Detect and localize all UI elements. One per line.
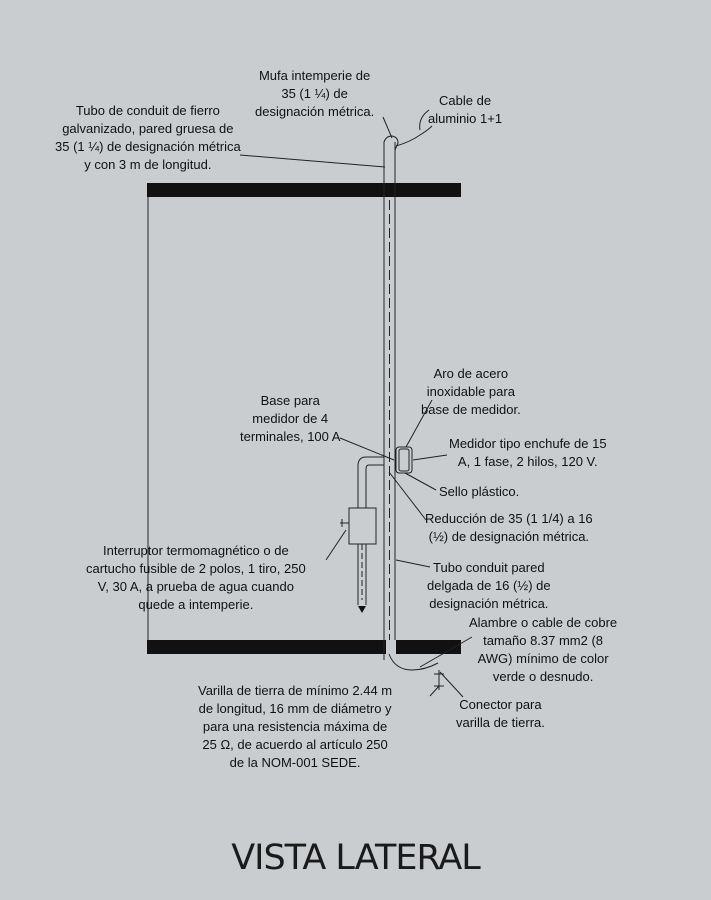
leader-mufa [383, 117, 392, 138]
view-title: VISTA LATERAL [231, 838, 480, 878]
label-cable-line: Cable de [439, 93, 492, 108]
label-tubo-fierro-line: y con 3 m de longitud. [84, 157, 212, 172]
meter-base [396, 447, 412, 473]
label-cable [428, 92, 502, 128]
label-varilla-line: de la NOM-001 SEDE. [229, 755, 361, 770]
label-conector-line: Conector para [459, 697, 542, 712]
label-varilla [198, 682, 392, 772]
label-varilla-line: para una resistencia máxima de [202, 719, 388, 734]
branch-elbow-inner [366, 465, 384, 508]
lower-slab-left [147, 640, 386, 654]
label-medidor-line: A, 1 fase, 2 hilos, 120 V. [457, 454, 598, 469]
label-sello-line: Sello plástico. [439, 484, 520, 499]
label-tubo-delgado-line: delgada de 16 (½) de [427, 578, 551, 593]
label-aro-line: Aro de acero [433, 366, 509, 381]
weatherhead [384, 136, 398, 150]
label-aro-line: inoxidable para [426, 384, 515, 399]
label-medidor-line: Medidor tipo enchufe de 15 [449, 436, 607, 451]
label-interruptor-line: quede a intemperie. [138, 597, 254, 612]
leader-tubo-fierro [240, 155, 385, 167]
leader-medidor [413, 455, 447, 460]
label-alambre-line: tamaño 8.37 mm2 (8 [483, 633, 604, 648]
label-alambre-line: verde o desnudo. [492, 669, 594, 684]
label-conector-line: varilla de tierra. [456, 715, 545, 730]
label-varilla-line: 25 Ω, de acuerdo al artículo 250 [202, 737, 388, 752]
label-base-line: medidor de 4 [252, 411, 329, 426]
label-varilla-line: de longitud, 16 mm de diámetro y [198, 701, 392, 716]
leader-interruptor [326, 530, 346, 560]
label-cable-line: aluminio 1+1 [428, 111, 503, 126]
branch-arrow [358, 606, 366, 613]
label-varilla-line: Varilla de tierra de mínimo 2.44 m [198, 683, 393, 698]
label-tubo-delgado [427, 559, 551, 613]
leader-tubo-delgado [396, 560, 430, 567]
aluminum-cable [396, 126, 432, 146]
label-interruptor-line: cartucho fusible de 2 polos, 1 tiro, 250 [86, 561, 306, 576]
label-interruptor-line: Interruptor termomagnético o de [102, 543, 289, 558]
label-mufa [255, 67, 374, 121]
label-base-line: terminales, 100 A [240, 429, 341, 444]
label-tubo-fierro-line: galvanizado, pared gruesa de [62, 121, 234, 136]
label-interruptor [86, 542, 306, 614]
label-tubo-fierro [55, 102, 241, 174]
upper-slab [147, 183, 461, 197]
label-alambre-line: AWG) mínimo de color [477, 651, 609, 666]
label-mufa-line: Mufa intemperie de [258, 68, 371, 83]
label-tubo-fierro-line: Tubo de conduit de fierro [75, 103, 220, 118]
label-mufa-line: designación métrica. [255, 104, 375, 119]
breaker-box [349, 508, 376, 544]
label-mufa-line: 35 (1 ¼) de [281, 86, 348, 101]
lower-slab-right [396, 640, 461, 654]
label-alambre-line: Alambre o cable de cobre [469, 615, 618, 630]
label-tubo-fierro-line: 35 (1 ¼) de designación métrica [55, 139, 241, 154]
label-aro-line: base de medidor. [421, 402, 521, 417]
label-reduccion-line: (½) de designación métrica. [428, 529, 590, 544]
label-base [240, 392, 340, 446]
label-sello [439, 483, 519, 501]
leader-varilla [430, 686, 439, 696]
ground-wire [389, 654, 438, 670]
label-conector [456, 696, 545, 732]
label-interruptor-line: V, 30 A, a prueba de agua cuando [97, 579, 294, 594]
leader-conector [440, 672, 463, 697]
label-medidor [449, 435, 607, 471]
label-base-line: Base para [260, 393, 320, 408]
label-reduccion [425, 510, 593, 546]
label-tubo-delgado-line: designación métrica. [429, 596, 549, 611]
label-alambre [469, 614, 617, 686]
meter-ring [399, 449, 409, 471]
label-aro [421, 365, 521, 419]
label-reduccion-line: Reducción de 35 (1 1/4) a 16 [425, 511, 593, 526]
leader-sello [405, 473, 436, 490]
label-tubo-delgado-line: Tubo conduit pared [433, 560, 545, 575]
